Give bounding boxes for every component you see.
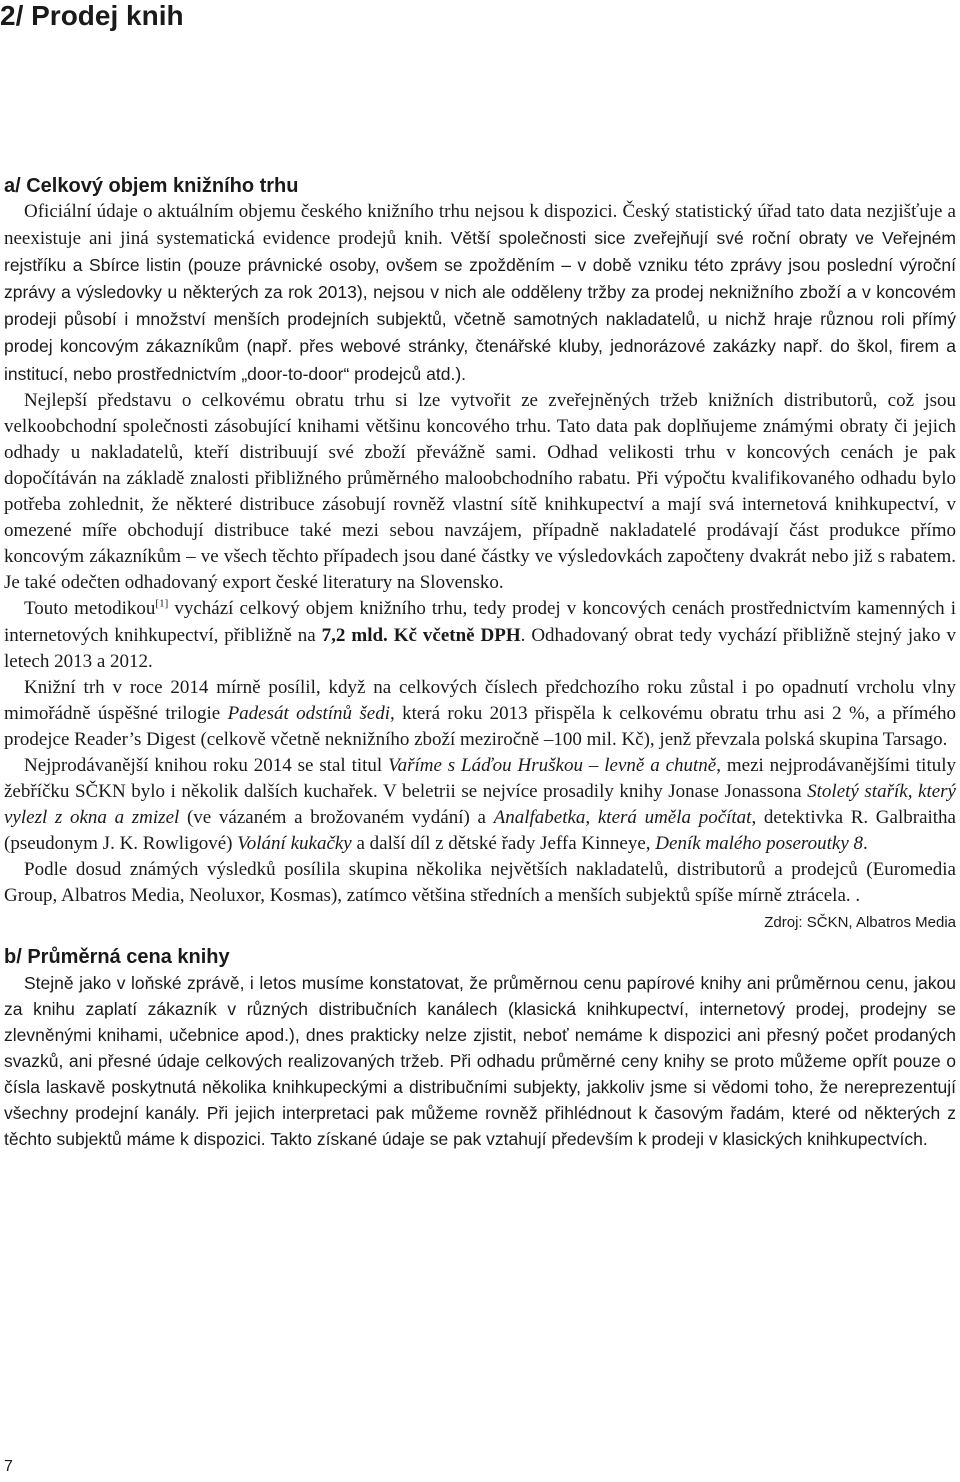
section-a-paragraph-3 <box>4 596 956 674</box>
book-title-padesat-odstinu: Padesát odstínů šedi <box>227 702 391 724</box>
section-a-paragraph-1 <box>4 199 956 388</box>
page-number: 7 <box>4 1458 13 1475</box>
paragraph-1-sans-text: Větší společnosti sice zveřejňují své roční obraty ve Veřejném rejstříku a Sbírce listin (pouze právnické osoby, ovšem se zpožděním – v době vzniku této zprávy jsou poslední výroční zprávy a výsledovky u některých za rok 2013), nejsou v nich ale odděleny tržby za prodej neknižního zboží a v koncovém prodeji působí i množství menších prodejních subjektů, včetně samotných nakladatelů, u nichž hraje různou roli přímý prodej koncovým zákazníkům (např. přes webové stránky, čtenářské kluby, jednorázové zakázky např. do škol, firem a institucí, nebo prostřednictvím „door-to-door“ prodejců atd.). <box>4 228 956 384</box>
section-a-paragraph-4 <box>4 675 956 753</box>
paragraph-5-text-e: a další díl z dětské řady Jeffa Kinneye, <box>351 833 656 855</box>
paragraph-3-text-a: Touto metodikou <box>24 598 156 620</box>
section-a-paragraph-2: Nejlepší představu o celkovému obratu trhu si lze vytvořit ze zveřejněných tržeb knižních distributorů, což jsou velkoobchodní společnosti zásobující knihami většinu koncového trhu. Tato data pak doplňujeme známými obraty či jejich odhady u nakladatelů, kteří distribuují své zboží převážně sami. Odhad velikosti trhu v koncových cenách je pak dopočítáván na základě znalosti přibližného průměrného maloobchodního rabatu. Při výpočtu kvalifikovaného odhadu bylo potřeba zohlednit, že některé distribuce zásobují rovněž vlastní sítě knihkupectví a mají svá internetová knihkupectví, v omezené míře obchodují distribuce také mezi sebou navzájem, případně nakladatelé prodávají část produkce přímo koncovým zákazníkům – ve všech těchto případech jsou dané částky ve výsledovkách započteny dvakrát nebo již s rabatem. Je také odečten odhadovaný export české literatury na Slovensko. <box>4 389 956 594</box>
book-title-analfabetka: Analfabetka, která uměla počítat <box>493 807 752 829</box>
section-b-heading: b/ Průměrná cena knihy <box>4 945 230 968</box>
paragraph-3-text-b: vychází celkový objem knižního trhu, tedy prodej v koncových cenách prostřednictvím kamenných i internetových knihkupectví, přibližně na <box>4 598 957 646</box>
paragraph-5-text-a: Nejprodávanější knihou roku 2014 se stal titul <box>24 754 389 776</box>
paragraph-5-text-c: (ve vázaném a brožovaném vydání) a <box>179 807 494 829</box>
section-b-paragraph-1: Stejně jako v loňské zprávě, i letos musíme konstatovat, že průměrnou cenu papírové knihy ani průměrnou cenu, jakou za knihu zaplatí zákazník v různých distribučních kanálech (klasická knihkupectví, internetový prodej, prodejny se zlevněnými knihami, učebnice apod.), dnes prakticky nelze zjistit, neboť nemáme k dispozici ani přesný počet prodaných svazků, ani přesné údaje celkových realizovaných tržeb. Při odhadu průměrné ceny knihy se proto můžeme opřít pouze o čísla laskavě poskytnutá několika knihkupeckými a distribučními subjekty, jakkoliv jsme si vědomi toho, že nereprezentují všechny prodejní kanály. Při jejich interpretaci pak můžeme rovněž přihlédnout k časovým řadám, které od některých z těchto subjektů máme k dispozici. Takto získané údaje se pak vztahují především k prodeji v klasických knihkupectvích. <box>4 972 956 1150</box>
source-note: Zdroj: SČKN, Albatros Media <box>764 913 956 931</box>
main-content <box>4 171 956 1152</box>
book-title-stolety-starik: Stoletý stařík, který vylezl z okna a zmizel <box>4 781 956 829</box>
section-a-heading: a/ Celkový objem knižního trhu <box>4 175 299 197</box>
section-a-paragraph-5 <box>4 753 956 857</box>
book-title-volani-kukacky: Volání kukačky <box>237 833 352 855</box>
market-size-value: 7,2 mld. Kč včetně DPH <box>321 624 521 646</box>
paragraph-5-text-b: , mezi nejprodávanějšími tituly žebříčku SČKN bylo i několik dalších kuchařek. V beletrii se nejvíce prosadily knihy Jonase Jonassona <box>4 754 956 803</box>
paragraph-3-text-c: . Odhadovaný obrat tedy vychází přibližně stejný jako v letech 2013 a 2012. <box>4 624 956 672</box>
paragraph-4-text-a: Knižní trh v roce 2014 mírně posílil, když na celkových číslech předchozího roku zůstal i po opadnutí vrcholu vlny mimořádně úspěšné trilogie <box>4 676 956 724</box>
page-title: 2/ Prodej knih <box>0 0 184 31</box>
paragraph-5-text-d: , detektivka R. Galbraitha (pseudonym J. K. Rowligové) <box>4 807 956 855</box>
paragraph-4-text-b: , která roku 2013 přispěla k celkovému obratu trhu asi 2 %, a přímého prodejce Reader’s Digest (celkově včetně neknižního zboží meziročně –100 mil. Kč), jenž převzala polská skupina Tarsago. <box>4 702 956 750</box>
paragraph-1-serif-text: Oficiální údaje o aktuálním objemu českého knižního trhu nejsou k dispozici. Český statistický úřad tato data nezjišťuje a neexistuje ani jiná systematická evidence prodejů knih. <box>4 201 956 250</box>
section-a-paragraph-6: Podle dosud známých výsledků posílila skupina několika největších nakladatelů, distributorů a prodejců (Euromedia Group, Albatros Media, Neoluxor, Kosmas), zatímco většina středních a menších subjektů spíše mírně ztrácela. . <box>4 859 956 907</box>
paragraph-5-text-f: . <box>863 833 868 855</box>
book-title-denik-maleho-poseroutky: Deník malého poseroutky 8 <box>655 833 864 855</box>
book-title-varime: Vaříme s Láďou Hruškou – levně a chutně <box>388 754 717 776</box>
footnote-reference[interactable]: [1] <box>155 598 169 611</box>
